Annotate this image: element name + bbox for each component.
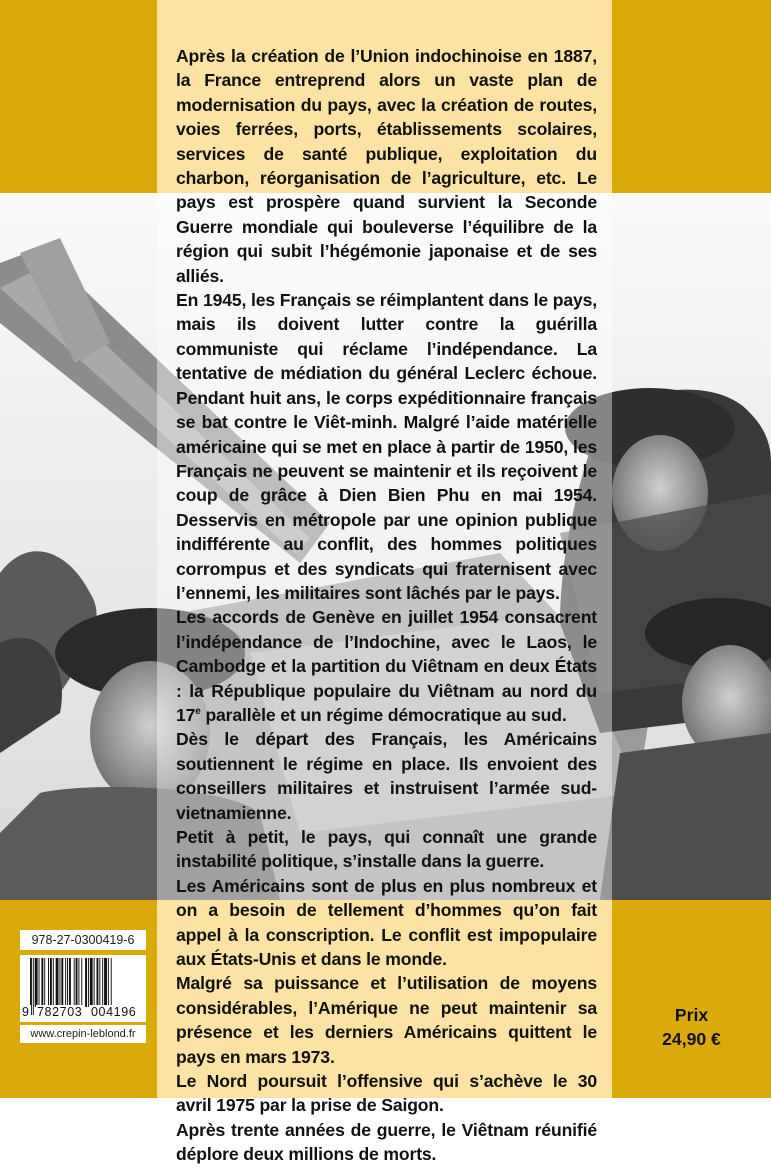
- barcode-bar: [44, 958, 45, 1007]
- barcode-bar: [102, 958, 103, 1007]
- barcode-digits-right: 004196: [91, 1005, 137, 1019]
- barcode-digits-left: 782703: [37, 1005, 83, 1019]
- barcode-bar: [104, 958, 107, 1007]
- paragraph-withdrawal: Malgré sa puissance et l’utilisation de moyens considérables, l’Amérique ne peut maintenir sa présence et les derniers Américains quittent le pays en mars 1973.: [176, 973, 597, 1067]
- barcode-bar: [67, 958, 68, 1007]
- barcode-bar: [85, 958, 87, 1007]
- barcode-bar: [61, 958, 63, 1007]
- price-label: Prix: [674, 1005, 709, 1025]
- barcode-bar: [50, 958, 52, 1007]
- paragraph-indochina-union: Après la création de l’Union indochinoise en 1887, la France entreprend alors un vaste plan de modernisation du pays, avec la création de routes, voies ferrées, ports, établissements scolaires, services de santé publique, exploitation du charbon, réorganisation de l’agriculture, etc. Le pays est prospère quand survient la Seconde Guerre mondiale qui bouleverse l’équilibre de la région qui subit l’hégémonie japonaise et de ses alliés.: [176, 46, 597, 286]
- paragraph-conclusion: Après trente années de guerre, le Viêtnam réunifié déplore deux millions de morts.: [176, 1119, 597, 1165]
- barcode-bar: [39, 958, 40, 1007]
- barcode-bar: [48, 958, 49, 1007]
- barcode-bar: [90, 958, 93, 1007]
- barcode-bar: [41, 958, 43, 1007]
- barcode-bar: [97, 958, 99, 1007]
- paragraph-saigon: Le Nord poursuit l’offensive qui s’achève le 30 avril 1975 par la prise de Saigon.: [176, 1071, 597, 1116]
- barcode-bar: [35, 958, 38, 1007]
- barcode: [20, 955, 146, 1022]
- barcode-bar: [65, 958, 66, 1007]
- paragraph-instability: Petit à petit, le pays, qui connaît une grande instabilité politique, s’installe dans la guerre.: [176, 827, 597, 872]
- paragraph-1945: En 1945, les Français se réimplantent dans le pays, mais ils doivent lutter contre la guérilla communiste qui réclame l’indépendance. La tentative de médiation du général Leclerc échoue. Pendant huit ans, le corps expéditionnaire français se bat contre le Viêt-minh. Malgré l’aide matérielle américaine qui se met en place à partir de 1950, les Français ne peuvent se maintenir et ils reçoivent le coup de grâce à Dien Bien Phu en mai 1954. Desservis en métropole par une opinion publique indifférente au conflit, des hommes politiques corrompus et des syndicats qui fraternisent avec l’ennemi, les militaires sont lâchés par le pays.: [176, 290, 597, 603]
- barcode-digit-first: 9: [22, 1005, 30, 1019]
- price-value: 24,90 €: [662, 1029, 721, 1049]
- barcode-bar: [33, 958, 34, 1015]
- barcode-bar: [76, 958, 78, 1007]
- barcode-bar: [78, 958, 79, 1007]
- isbn-label: 978-27-0300419-6: [20, 930, 146, 950]
- barcode-bar: [53, 958, 54, 1007]
- back-cover-text: [176, 44, 597, 1167]
- geneva-text-part: Les accords de Genève en juillet 1954 consacrent l’indépendance de l’Indochine, avec le Laos, le Cambodge et la partition du Viêtnam en deux États : la République populaire du Viêtnam au nord du 17e parallèle et un régime démocratique au sud.: [176, 607, 597, 725]
- barcode-bar: [88, 958, 89, 1007]
- superscript-e: e: [195, 706, 201, 718]
- paragraph-geneva-accords: [176, 605, 597, 727]
- barcode-bar: [59, 958, 60, 1007]
- barcode-bar: [94, 958, 95, 1007]
- price-block: [612, 1003, 771, 1051]
- paragraph-conscription: Les Américains sont de plus en plus nombreux et on a besoin de tellement d’hommes qu’on fait appel à la conscription. Le conflit est impopulaire aux États-Unis et dans le monde.: [176, 875, 597, 970]
- barcode-bar: [99, 958, 100, 1007]
- website-url[interactable]: www.crepin-leblond.fr: [20, 1025, 146, 1043]
- barcode-bar: [56, 958, 59, 1007]
- paragraph-american-support: Dès le départ des Français, les Américains soutiennent le régime en place. Ils envoient des conseillers militaires et instruisent l’armée sud-vietnamienne.: [176, 729, 597, 823]
- barcode-bar: [81, 958, 82, 1007]
